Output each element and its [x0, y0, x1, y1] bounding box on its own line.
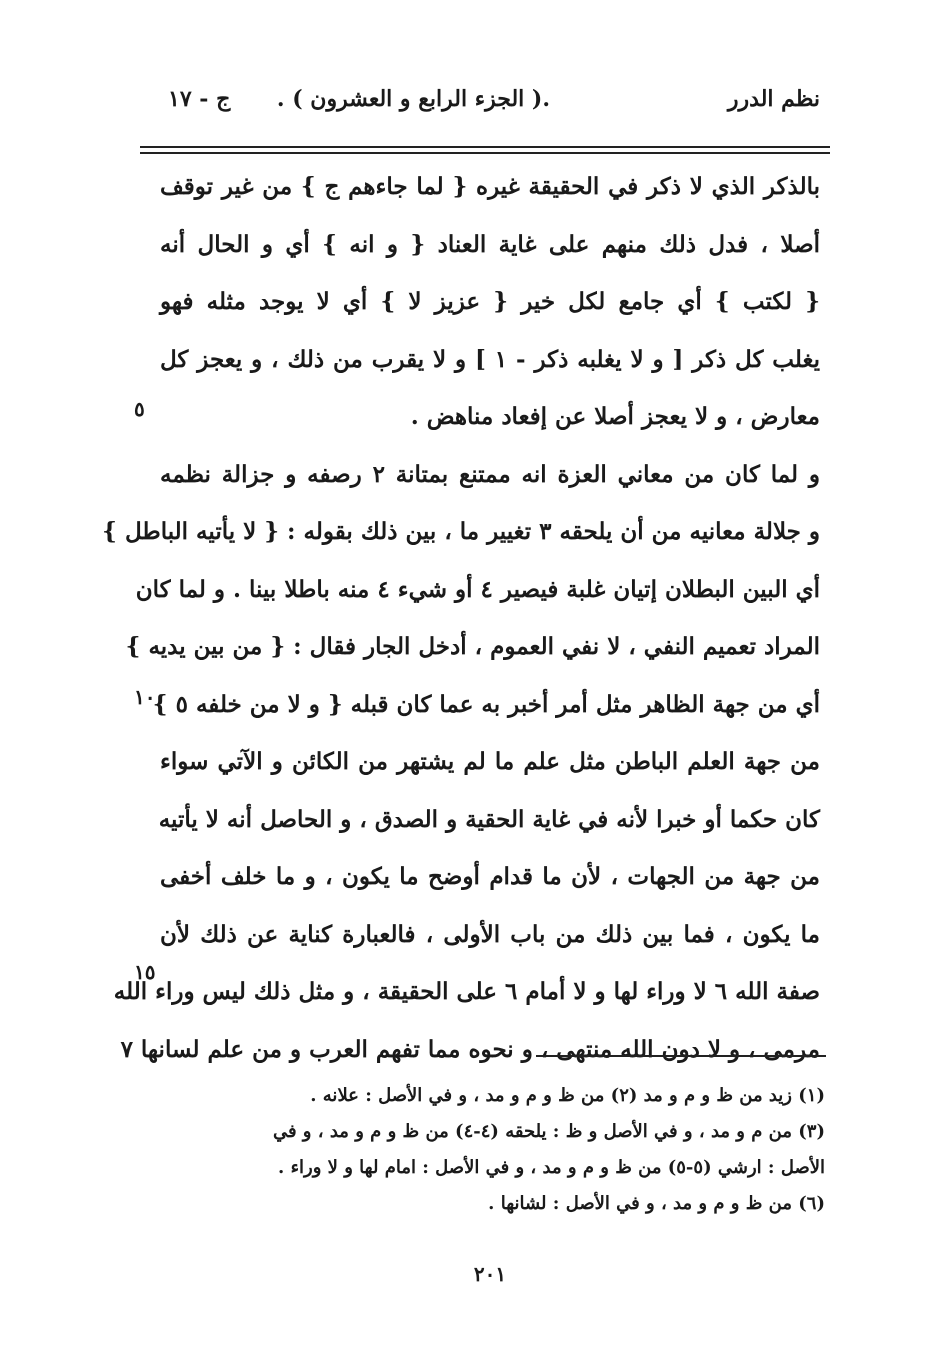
text-line: صفة الله ٦ لا وراء لها و لا أمام ٦ على الحقيقة ، و مثل ذلك ليس وراء الله — [113, 978, 820, 1005]
footnotes — [185, 1078, 825, 1222]
book-title: نظم الدرر — [727, 86, 820, 112]
text-line: أصلا ، فدل ذلك منهم على غاية العناد { و انه } أي و الحال أنه — [160, 230, 820, 258]
text-line: كان حكما أو خبرا لأنه في غاية الحقية و الصدق ، و الحاصل أنه لا يأتيه — [158, 805, 820, 833]
line-number-15: ١٥ — [134, 960, 156, 984]
text-line: معارض ، و لا يعجز أصلا عن إفعاد مناهض . — [410, 403, 820, 430]
text-line: و لما كان من معاني العزة انه ممتنع بمتانة ٢ رصفه و جزالة نظمه — [160, 460, 820, 488]
text-line: ما يكون ، فما بين ذلك من باب الأولى ، فالعبارة كناية عن ذلك لأن — [160, 920, 820, 948]
footnote-line: (١) زيد من ظ و م و مد (٢) من ظ و م و مد ، و في الأصل : علانه . — [310, 1085, 825, 1106]
page-number: ٢٠١ — [473, 1262, 507, 1286]
footnote-line: (٣) من م و مد ، و في الأصل و ظ : يلحقه (٤-٤) من ظ و م و مد ، و في — [272, 1121, 825, 1142]
text-line: و جلالة معانيه من أن يلحقه ٣ تغيير ما ، بين ذلك بقوله : { لا يأتيه الباطل } — [102, 518, 820, 545]
text-line: { لكتب } أي جامع لكل خير { عزيز لا } أي لا يوجد مثله فهو — [160, 288, 820, 315]
running-header — [160, 86, 820, 126]
text-line: بالذكر الذي لا ذكر في الحقيقة غيره { لما جاءهم ج } من غير توقف — [160, 173, 820, 200]
text-line: المراد تعميم النفي ، لا نفي العموم ، أدخل الجار فقال : { من بين يديه } — [125, 633, 820, 660]
volume-number: ج - ١٧ — [168, 86, 231, 112]
footnote-separator — [536, 1055, 826, 1057]
text-line: مرمى ، و لا دون الله منتهى ، و نحوه مما تفهم العرب و من علم لسانها ٧ — [120, 1035, 820, 1063]
text-line: أي البين البطلان إتيان غلبة فيصير ٤ أو شيء ٤ منه باطلا بينا . و لما كان — [135, 575, 820, 603]
footnote-line: الأصل : ارشي (٥-٥) من ظ و م و مد ، و في الأصل : امام لها و لا وراء . — [278, 1157, 825, 1178]
text-line: أي من جهة الظاهر مثل أمر أخبر به عما كان قبله { و لا من خلفه ٥ } — [152, 690, 820, 718]
header-rule-top — [140, 146, 830, 148]
footnote-line: (٦) من ظ و م و مد ، و في الأصل : لشانها . — [488, 1193, 825, 1214]
header-rule-bottom — [140, 152, 830, 154]
part-title: .( الجزء الرابع و العشرون ) . — [276, 86, 550, 112]
text-line: من جهة العلم الباطن مثل علم ما لم يشتهر من الكائن و الآتي سواء — [160, 748, 820, 775]
text-line: يغلب كل ذكر [ و لا يغلبه ذكر - ١ ] و لا يقرب من ذلك ، و يعجز كل — [160, 345, 821, 373]
line-number-10: ١٠ — [134, 685, 156, 709]
text-line: من جهة من الجهات ، لأن ما قدام أوضح ما يكون ، و ما خلف أخفى — [160, 863, 820, 890]
line-number-5: ٥ — [134, 397, 145, 421]
